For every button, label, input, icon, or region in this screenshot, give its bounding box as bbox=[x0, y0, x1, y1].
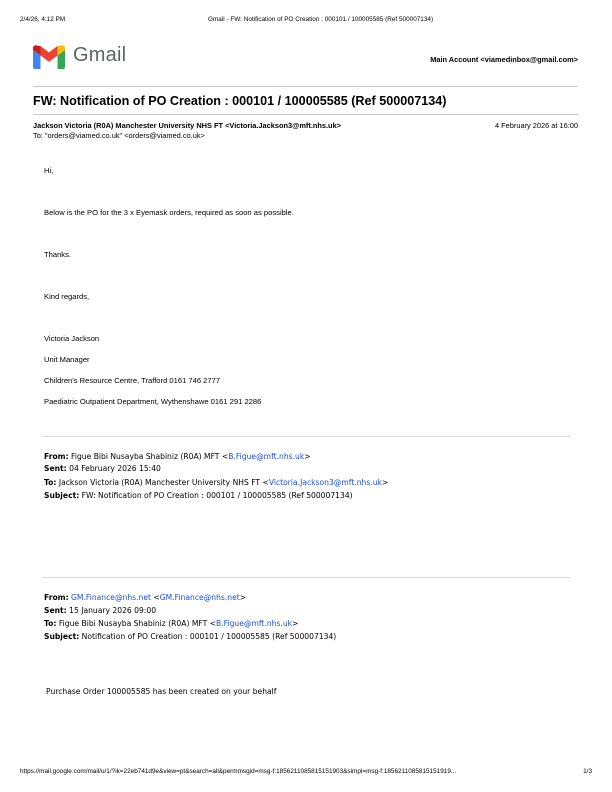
forward2-subject-value: Notification of PO Creation : 000101 / 100005585 (Ref 500007134) bbox=[81, 632, 337, 641]
forward2-from-email-bracket[interactable]: GM.Finance@nhs.net bbox=[159, 593, 240, 602]
forward2-to-email[interactable]: B.Figue@mft.nhs.uk bbox=[216, 619, 293, 628]
account-label: Main Account <viamedinbox@gmail.com> bbox=[430, 55, 578, 64]
forward2-from-open: < bbox=[151, 593, 160, 602]
forward2-body: Purchase Order 100005585 has been created on your behalf bbox=[46, 687, 277, 696]
signature-line1: Children's Resource Centre, Trafford 0161 746 2777 bbox=[44, 376, 221, 385]
message-to: To: "orders@viamed.co.uk" <orders@viamed.co.uk> bbox=[33, 131, 205, 140]
body-line1: Below is the PO for the 3 x Eyemask orders, required as soon as possible. bbox=[44, 208, 294, 217]
forward1-sent-label: Sent: bbox=[44, 464, 67, 473]
forward1-subject-value: FW: Notification of PO Creation : 000101 / 100005585 (Ref 500007134) bbox=[81, 491, 353, 500]
body-thanks: Thanks. bbox=[44, 250, 72, 259]
forward2-sent bbox=[44, 606, 156, 615]
forward1-to bbox=[44, 478, 388, 487]
gmail-logo bbox=[33, 44, 133, 70]
message-from: Jackson Victoria (R0A) Manchester University NHS FT <Victoria.Jackson3@mft.nhs.uk> bbox=[33, 121, 342, 130]
forward1-to-email[interactable]: Victoria.Jackson3@mft.nhs.uk bbox=[268, 478, 382, 487]
signature-name: Victoria Jackson bbox=[44, 334, 100, 343]
forward2-divider bbox=[42, 577, 570, 578]
forward1-to-close: > bbox=[381, 478, 389, 487]
print-url: https://mail.google.com/mail/u/1/?ik=22eb741d9e&view=pt&search=all&permmsgid=msg-f:1856211085815151903&simpl=msg-f:1856211085815151919... bbox=[20, 768, 457, 775]
forward2-from bbox=[44, 593, 246, 602]
print-page-number: 1/3 bbox=[583, 768, 592, 775]
forward2-subject bbox=[44, 632, 336, 641]
forward1-from-label: From: bbox=[44, 452, 69, 461]
forward1-from-close: > bbox=[304, 452, 311, 461]
forward2-from-email[interactable]: GM.Finance@nhs.net bbox=[71, 593, 151, 602]
forward1-subject bbox=[44, 491, 353, 500]
forward2-subject-label: Subject: bbox=[44, 632, 80, 641]
body-greeting: Hi, bbox=[44, 166, 54, 175]
forward1-divider bbox=[42, 436, 570, 437]
print-datetime: 2/4/26, 4:12 PM bbox=[20, 16, 66, 23]
gmail-wordmark: Gmail bbox=[73, 44, 127, 66]
signature-line2: Paediatric Outpatient Department, Wythenshawe 0161 291 2286 bbox=[44, 397, 262, 406]
message-date: 4 February 2026 at 16:00 bbox=[495, 121, 578, 130]
forward1-from-name: Figue Bibi Nusayba Shabiniz (R0A) MFT < bbox=[71, 452, 229, 461]
forward2-sent-label: Sent: bbox=[44, 606, 67, 615]
forward2-sent-value: 15 January 2026 09:00 bbox=[69, 606, 157, 615]
forward1-to-name: Jackson Victoria (R0A) Manchester University NHS FT < bbox=[58, 478, 269, 487]
forward1-sent-value: 04 February 2026 15:40 bbox=[69, 464, 161, 473]
print-doc-title: Gmail - FW: Notification of PO Creation : 000101 / 100005585 (Ref 500007134) bbox=[208, 16, 434, 23]
forward1-subject-label: Subject: bbox=[44, 491, 80, 500]
forward2-to bbox=[44, 619, 298, 628]
gmail-m-icon bbox=[33, 45, 65, 69]
forward1-to-label: To: bbox=[44, 478, 57, 487]
subject-divider bbox=[33, 114, 578, 115]
forward2-to-name: Figue Bibi Nusayba Shabiniz (R0A) MFT < bbox=[58, 619, 217, 628]
forward1-from-email[interactable]: B.Figue@mft.nhs.uk bbox=[228, 452, 305, 461]
forward2-from-close: > bbox=[239, 593, 247, 602]
signature-title: Unit Manager bbox=[44, 355, 90, 364]
forward2-to-close: > bbox=[292, 619, 299, 628]
email-subject: FW: Notification of PO Creation : 000101 / 100005585 (Ref 500007134) bbox=[33, 94, 447, 108]
header-divider bbox=[33, 86, 578, 87]
forward2-to-label: To: bbox=[44, 619, 57, 628]
forward2-from-label: From: bbox=[44, 593, 69, 602]
forward1-from bbox=[44, 452, 311, 461]
body-regards: Kind regards, bbox=[44, 292, 90, 301]
forward1-sent bbox=[44, 464, 161, 473]
